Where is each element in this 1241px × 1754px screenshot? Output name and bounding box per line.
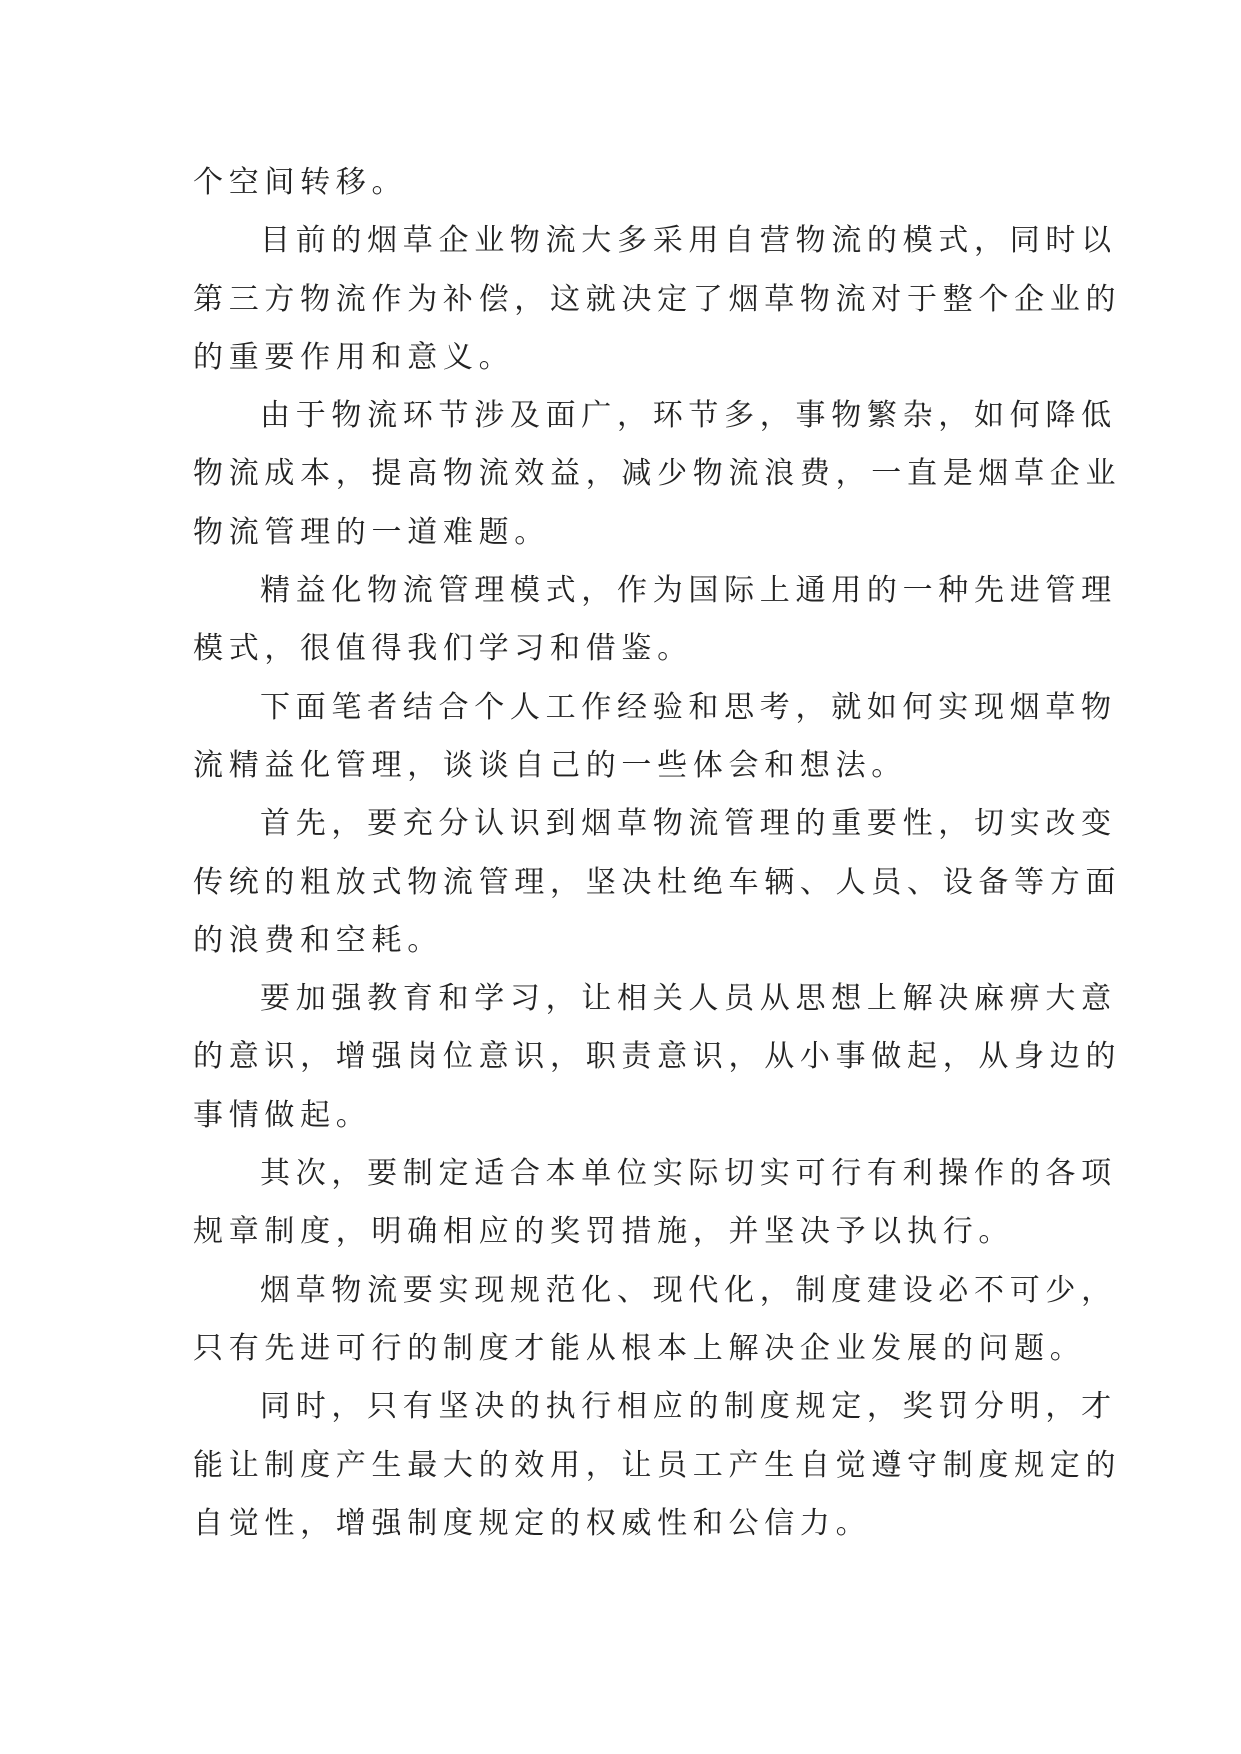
text-line: 自觉性，增强制度规定的权威性和公信力。: [193, 1505, 872, 1541]
text-line: 能让制度产生最大的效用，让员工产生自觉遵守制度规定的: [193, 1447, 1122, 1483]
text-line: 物流成本，提高物流效益，减少物流浪费，一直是烟草企业: [193, 456, 1122, 492]
text-line: 物流管理的一道难题。: [193, 514, 550, 550]
text-line: 流精益化管理，谈谈自己的一些体会和想法。: [193, 747, 907, 783]
paragraph-first-line: 由于物流环节涉及面广，环节多，事物繁杂，如何降低: [260, 398, 1117, 434]
text-line: 的意识，增强岗位意识，职责意识，从小事做起，从身边的: [193, 1039, 1122, 1075]
text-line: 只有先进可行的制度才能从根本上解决企业发展的问题。: [193, 1330, 1086, 1366]
text-line: 规章制度，明确相应的奖罚措施，并坚决予以执行。: [193, 1214, 1015, 1250]
paragraph-first-line: 下面笔者结合个人工作经验和思考，就如何实现烟草物: [260, 689, 1117, 725]
paragraph-first-line: 精益化物流管理模式，作为国际上通用的一种先进管理: [260, 573, 1117, 609]
paragraph-first-line: 要加强教育和学习，让相关人员从思想上解决麻痹大意: [260, 981, 1117, 1017]
text-line: 事情做起。: [193, 1097, 372, 1133]
text-line: 的浪费和空耗。: [193, 922, 443, 958]
text-line: 模式，很值得我们学习和借鉴。: [193, 631, 693, 667]
paragraph-first-line: 同时，只有坚决的执行相应的制度规定，奖罚分明，才: [260, 1389, 1117, 1425]
paragraph-first-line: 目前的烟草企业物流大多采用自营物流的模式，同时以: [260, 223, 1117, 259]
text-line: 第三方物流作为补偿，这就决定了烟草物流对于整个企业的: [193, 281, 1122, 317]
document-body: [193, 154, 1122, 1553]
paragraph-first-line: 首先，要充分认识到烟草物流管理的重要性，切实改变: [260, 806, 1117, 842]
text-line: 传统的粗放式物流管理，坚决杜绝车辆、人员、设备等方面: [193, 864, 1122, 900]
paragraph-first-line: 烟草物流要实现规范化、现代化，制度建设必不可少，: [260, 1272, 1117, 1308]
text-line: 的重要作用和意义。: [193, 339, 515, 375]
paragraph-first-line: 其次，要制定适合本单位实际切实可行有利操作的各项: [260, 1156, 1117, 1192]
text-line: 个空间转移。: [193, 165, 408, 200]
